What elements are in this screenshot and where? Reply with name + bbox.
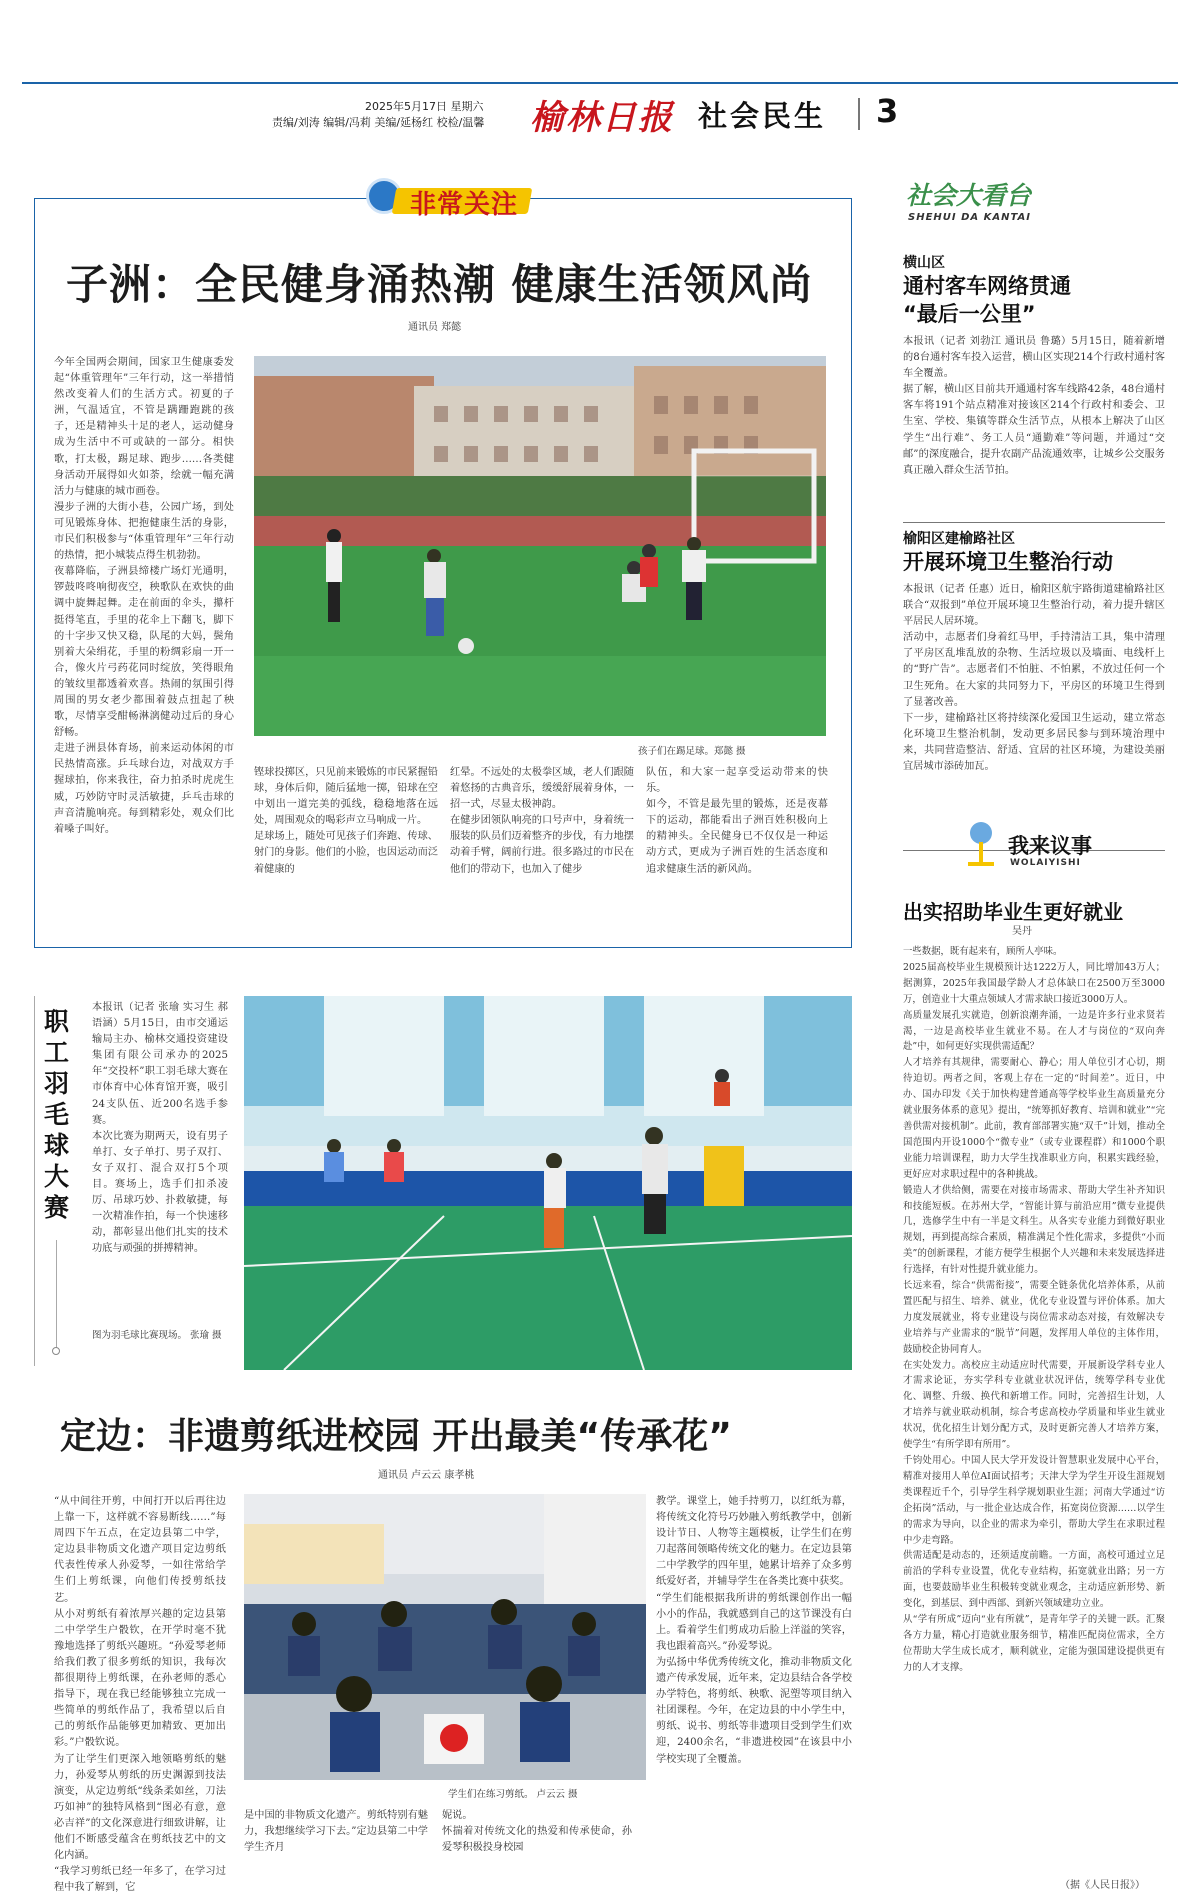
opinion-header bbox=[964, 822, 1154, 882]
paper-logo: 榆林日报 bbox=[530, 98, 674, 138]
feature-column-2: 铿球投掷区，只见前来锻炼的市民紧握铅球，身体后仰，随后猛地一掷，铅球在空中划出一道完美的弧线，稳稳地落在远处，周围观众的喝彩声立马响成一片。 足球场上，随处可见孩子们奔跑、传球、射门的身影。他们的小脸，也因运动而泛着健康的 bbox=[254, 767, 438, 875]
section-name: 社会民生 bbox=[698, 99, 827, 133]
section-divider bbox=[858, 98, 860, 130]
masthead bbox=[0, 0, 1200, 140]
football-photo-caption: 孩子们在踢足球。郑懿 摄 bbox=[638, 746, 746, 757]
sidebar-rule-1 bbox=[903, 522, 1165, 523]
microphone-icon bbox=[964, 822, 1000, 870]
papercut-column-4: 教学。课堂上，她手持剪刀，以红纸为幕，将传统文化符号巧妙融入剪纸教学中，创新设计节日、人物等主题模板，让学生们在剪刀起落间领略传统文化的魅力。在定边县第二中学教学的四年里，她累计培养了众多剪纸爱好者，并辅导学生在各类比赛中获奖。 “学生们能根据我所讲的剪纸课创作出一幅小小的作品，我就感到自己的这节课没有白上。看着学生们剪成功后脸上洋溢的笑容，我也跟着高兴。”孙爱琴说。 为弘扬中华优秀传统文化，推动非物质文化遗产传承发展，近年来，定边县结合各学校办学特色，将剪纸、秧歌、泥塑等项目纳入社团课程。今年，在定边县的中小学生中，剪纸、说书、剪纸等非遗项目受到学生们欢迎，2400余名，“非遗进校园”在该县中小学校实现了全覆盖。 bbox=[656, 1496, 852, 1765]
op-source: （据《人民日报》） bbox=[1060, 1880, 1145, 1891]
badminton-body: 本报讯（记者 张瑜 实习生 郝语涵）5月15日，由市交通运输局主办、榆林交通投资建设集团有限公司承办的2025年“交投杯”职工羽毛球大赛在市体育中心体育馆开赛，吸引24支队伍、近200名选手参赛。 本次比赛为期两天，设有男子单打、女子单打、男子双打、女子双打、混合双打5个项目。赛场上，选手们扣杀凌厉、吊球巧妙、扑救敏捷，每一次精准作拍，每一个快速移动，都彰显出他们扎实的技术功底与顽强的拼搏精神。 bbox=[92, 1002, 228, 1255]
football-scene bbox=[254, 356, 826, 736]
top-rule bbox=[22, 82, 1178, 84]
editor-credits: 责编/刘涛 编辑/冯莉 美编/延杨红 校检/温馨 bbox=[272, 116, 485, 129]
badminton-photo bbox=[244, 996, 852, 1370]
feature-column-3: 红晕。不远处的太极拳区域，老人们跟随着悠扬的古典音乐，缓缓舒展着身体，一招一式，尽显太极神韵。 在健步团领队响亮的口号声中，身着统一服装的队员们迈着整齐的步伐，有力地摆动着手臂，阔前行进。很多路过的市民在他们的带动下，也加入了健步 bbox=[450, 767, 634, 875]
badge-text: 非常关注 bbox=[410, 190, 519, 220]
news1-title-line2: “最后一公里” bbox=[903, 302, 1036, 326]
feature-badge bbox=[366, 174, 536, 224]
news2-body: 本报讯（记者 任惠）近日，榆阳区航宇路街道建榆路社区联合“双报到”单位开展环境卫生整治行动，着力提升辖区平居民人居环境。 活动中，志愿者们身着红马甲，手持清洁工具，集中清理了平房区乱堆乱放的杂物、生活垃圾以及墙面、电线杆上的“野广告”。志愿者们不怕脏、不怕累，不放过任何一个卫生死角。在大家的共同努力下，平房区的环境卫生得到了显著改善。 下一步，建榆路社区将持续深化爱国卫生运动，建立常态化环境卫生整治机制，发动更多居民参与到环境治理中来，共同营造整洁、舒适、宜居的社区环境，为建设美丽宜居城市添砖加瓦。 bbox=[903, 584, 1165, 773]
news2-district: 榆阳区建榆路社区 bbox=[903, 531, 1015, 547]
papercut-headline: 定边：非遗剪纸进校园 开出最美“传承花” bbox=[60, 1416, 732, 1457]
papercut-photo-caption: 学生们在练习剪纸。 卢云云 摄 bbox=[448, 1789, 578, 1800]
opinion-subtitle: WOLAIYISHI bbox=[1010, 858, 1081, 868]
news1-body: 本报讯（记者 刘勃江 通讯员 鲁璐）5月15日，随着新增的8台通村客车投入运营，横山区实现214个行政村通村客车全覆盖。 据了解，横山区目前共开通通村客车线路42条，48台通村客车将191个站点精准对接该区214个行政村和委会、卫生室、学校、集镇等群众生活节点，从根本上解决了山区学生“出行难”、务工人员“通勤难”等问题，并通过“交邮”的深度融合，提升农副产品流通效率，让城乡公交服务真正融入群众生活节拍。 bbox=[903, 336, 1165, 476]
news1-district: 横山区 bbox=[903, 255, 945, 271]
sidebar-column-header bbox=[906, 176, 1146, 236]
news2-title: 开展环境卫生整治行动 bbox=[903, 550, 1113, 574]
issue-date: 2025年5月17日 星期六 bbox=[365, 100, 484, 113]
column-subtitle: SHEHUI DA KANTAI bbox=[908, 212, 1031, 223]
news1-title-line1: 通村客车网络贯通 bbox=[903, 274, 1071, 298]
football-photo bbox=[254, 356, 826, 736]
op-body: 一些数据，既有起来有，顾所人亭味。 2025届高校毕业生规模预计达1222万人，同比增加43万人；据测算，2025年我国最学龄人才总体缺口在2500万至3000万，创造业十大重点领域人才需求缺口接近3000万人。 高质量发展孔实就造，创新浪潮奔涌，一边是许多行业求贤若渴，一边是高校毕业生就业不易。在人才与岗位的“双向奔赴”中，如何更好实现供需适配？ 人才培养有其规律，需要耐心、静心；用人单位引才心切，期待迫切。两者之间，客观上存在一定的“时间差”。近日，中办、国办印发《关于加快构建普通高等学校毕业生高质量充分就业服务体系的意见》提出，“统筹抓好教育、培训和就业”“完善供需对接机制”。此前，教育部部署实施“双千”计划，推动全国范围内开设1000个“微专业”（或专业课程群）和1000个职业能力培训课程，助力大学生找准职业方向，积累实践经验，更好应对求职过程中的各种挑战。 锻造人才供给侧，需要在对接市场需求、帮助大学生补齐知识和技能短板。在苏州大学，“智能计算与前沿应用”微专业提供几，选修学生中有一半是文科生。从各实专业能力到微好职业规划，再到提高综合素质，精准满足个性化需求，多提供“小而美”的创新课程，才能方便学生根据个人兴趣和未来发展选择进行选择，有针对性提升就业能力。 长远来看，综合“供需衔接”，需要全链条优化培养体系，从前置匹配与招生、培养、就业，优化专业设置与评价体系。加大力度发展就业，将专业建设与岗位需求动态对接，有效解决专业培养与产业需求的“脱节”问题，发挥用人单位的主体作用，鼓励校企协同育人。 在实处发力。高校应主动适应时代需要，开展新设学科专业人才需求论证，夯实学科专业就业状况评估，统筹学科专业优化、调整、升级、换代和新增工作。同时，完善招生计划，人才培养与就业联动机制，综合考虑高校办学质量和毕业生就业状况，优化招生计划分配方式，及时更新完善人才培养方案，使学生“有所学即有所用”。 千钧处用心。中国人民大学开发设计智慧职业发展中心平台，精准对接用人单位AI面试招考；天津大学为学生开设生涯规划类课程近千个，引导学生科学规划职业生涯；河南大学通过“访企拓岗”活动，与一批企业达成合作，拓宽岗位资源……以学生的需求为导向，以企业的需求为牵引，帮助大学生在求职过程中少走弯路。 供需适配是动态的，还须适度前瞻。一方面，高校可通过立足前沿的学科专业设置，优化专业结构，拓宽就业出路；另一方面，也要鼓励毕业生积极转变就业观念，主动适应新形势、新变化，到基层、到中西部、到新兴领域建功立业。 从“学有所成”迈向“业有所就”，是青年学子的关键一跃。汇聚各方力量，精心打造就业服务细节，精准匹配岗位需求，全方位帮助大学生成长成才，顺利就业，定能为强国建设提供更有力的人才支撑。 bbox=[903, 946, 1165, 1673]
op-title: 出实招助毕业生更好就业 bbox=[903, 900, 1123, 924]
op-author: 吴丹 bbox=[1012, 926, 1032, 937]
papercut-column-2: 是中国的非物质文化遗产。剪纸特别有魅力，我想继续学习下去。”定边县第二中学学生齐月 bbox=[244, 1810, 428, 1854]
badminton-title: 职工羽毛球大赛 bbox=[44, 1007, 70, 1222]
feature-column-1: 今年全国两会期间，国家卫生健康委发起“体重管理年”三年行动，这一举措悄然改变着人们的生活方式。初夏的子洲，气温适宜，不管是蹒跚跑跳的孩子，还是精神头十足的老人，运动健身成为生活中不可或缺的一部分。相快歌，打太极，踢足球、跑步……各类健身活动开展得如火如荼，绘就一幅充满活力与健康的城市画卷。 漫步子洲的大街小巷，公园广场，到处可见锻炼身体、把抱健康生活的身影，市民们积极参与“体重管理年”三年行动的热情，把小城装点得生机勃勃。 夜幕降临，子洲县缔楼广场灯光通明，锣鼓咚咚响彻夜空，秧歌队在欢快的曲调中旋舞起舞。走在前面的伞头，攥杆挺得笔直，手里的花伞上下翻飞，脚下的十字步又快又稳，队尾的大妈，鬓角别着大朵绢花，手里的粉绸彩扇一开一合，像火片弓药花同时绽放，笑得眼角的皱纹里都透着欢喜。热闹的氛围引得周围的男女老少都围着鼓点扭起了秧歌，尽情享受酣畅淋漓健动过后的身心舒畅。 走进子洲县体育场，前来运动体闲的市民热情高涨。乒乓球台边，对战双方手握球拍，你来我往，奋力拍杀时虎虎生威，巧妙防守时灵活敏捷，乒乓击球的声音清脆响亮。每到精彩处，观众们比着嗓子叫好。 bbox=[54, 357, 234, 835]
page-number: 3 bbox=[876, 92, 899, 130]
feature-headline: 子洲：全民健身涌热潮 健康生活领风尚 bbox=[66, 260, 813, 309]
badminton-title-dot bbox=[52, 1347, 60, 1355]
column-title: 社会大看台 bbox=[906, 181, 1032, 210]
papercut-scene bbox=[244, 1494, 646, 1780]
badminton-scene bbox=[244, 996, 852, 1370]
feature-byline: 通讯员 郑懿 bbox=[408, 322, 462, 333]
feature-column-4: 队伍，和大家一起享受运动带来的快乐。 如今，不管是最先里的锻炼，还是夜幕下的运动，都能看出子洲百姓积极向上的精神头。全民健身已不仅仅是一种运动方式，更成为子洲百姓的生活态度和追求健康生活的新风尚。 bbox=[646, 767, 828, 875]
papercut-photo bbox=[244, 1494, 646, 1780]
badminton-title-rule bbox=[56, 1240, 57, 1348]
papercut-byline: 通讯员 卢云云 康孝桃 bbox=[378, 1470, 475, 1481]
papercut-column-1: “从中间往开剪，中间打开以后再往边上靠一下，这样就不容易断线……”每周四下午五点，在定边县第二中学，定边县非物质文化遗产项目定边剪纸代表性传承人孙爱琴，一如往常给学生们上剪纸课，向他们传授剪纸技艺。 从小对剪纸有着浓厚兴趣的定边县第二中学学生户骰钦，在开学时毫不犹豫地选择了剪纸兴趣班。“孙爱琴老师给我们教了很多剪纸的知识，我每次都很期待上剪纸课，在孙老师的悉心指导下，现在我已经能够独立完成一些简单的剪纸作品了，我希望以后自己的剪纸作品能够更加精致、更加出彩。”户骰钦说。 为了让学生们更深入地领略剪纸的魅力，孙爱琴从剪纸的历史渊源到技法演变，从定边剪纸“线条柔如丝，刀法巧如神”的独特风格到“图必有意，意必吉祥”的文化深意进行细致讲解，让他们不断感受蕴含在剪纸技艺中的文化内涵。 “我学习剪纸已经一年多了，在学习过程中我了解到，它 bbox=[54, 1496, 226, 1894]
badminton-caption: 图为羽毛球比赛现场。 张瑜 摄 bbox=[92, 1330, 222, 1341]
papercut-column-3: 妮说。 怀揣着对传统文化的热爱和传承使命，孙爱琴积极投身校园 bbox=[442, 1810, 632, 1854]
opinion-title: 我来议事 bbox=[1008, 834, 1092, 858]
